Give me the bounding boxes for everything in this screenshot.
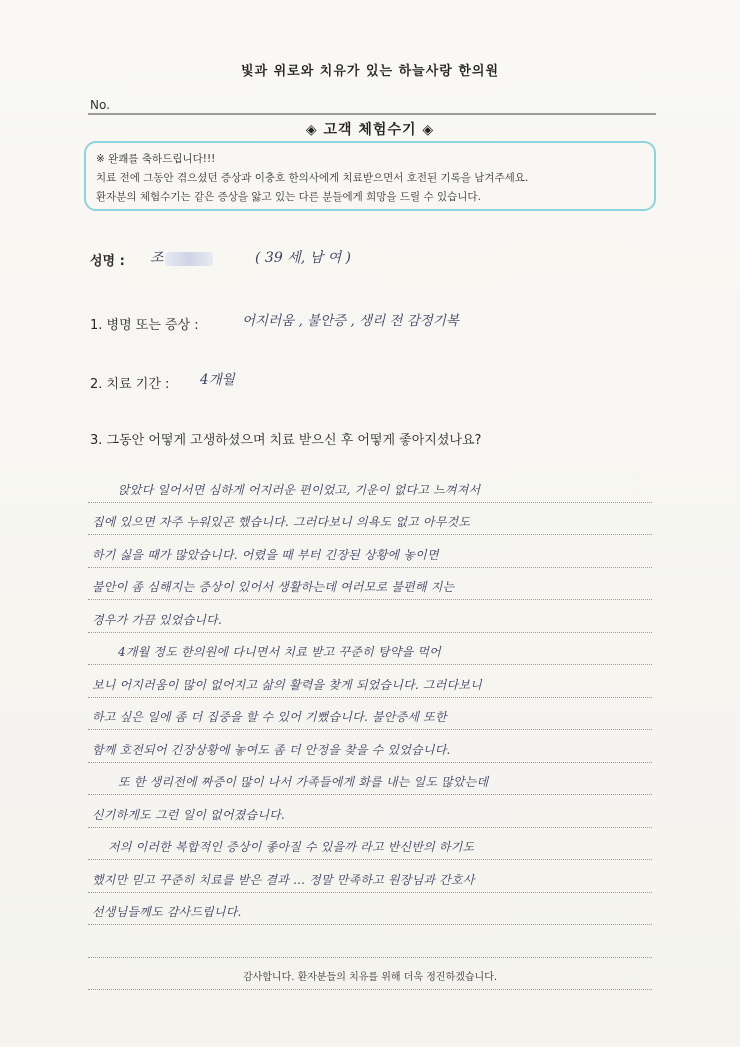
testimony-line [88,568,652,601]
testimony-text: 했지만 믿고 꾸준히 치료를 받은 결과 … 정말 만족하고 원장님과 간호사 [92,872,475,887]
testimony-line [88,730,652,763]
testimony-text: 경우가 가끔 있었습니다. [92,612,222,627]
question-1-answer: 어지러움 , 불안증 , 생리 전 감정기복 [242,313,459,329]
testimony-text: 선생님들께도 감사드립니다. [92,905,242,919]
question-3-label: 3. 그동안 어떻게 고생하셨으며 치료 받으신 후 어떻게 좋아지셨나요? [90,433,482,448]
age-gender: ( 39 세, 남 여 ) [255,250,352,266]
notice-line: ※ 완쾌를 축하드립니다!!! [96,153,216,165]
question-2-label: 2. 치료 기간 : [90,377,170,392]
testimony-lines [88,470,652,990]
testimony-text: 하기 싫을 때가 많았습니다. 어렸을 때 부터 긴장된 상황에 놓이면 [92,547,439,562]
redacted-name [165,252,213,266]
testimony-text: 불안이 좀 심해지는 증상이 있어서 생활하는데 여러모로 불편해 지는 [92,580,455,594]
testimony-text: 저의 이러한 복합적인 증상이 좋아질 수 있을까 라고 반신반의 하기도 [108,840,475,854]
testimony-line [88,763,652,796]
testimony-text: 보니 어지러움이 많이 없어지고 삶의 활력을 찾게 되었습니다. 그러다보니 [92,677,482,692]
testimony-text: 하고 싶은 일에 좀 더 집중을 할 수 있어 기뻤습니다. 불안증세 또한 [92,710,447,724]
footer-message: 감사합니다. 환자분들의 치유를 위해 더욱 정진하겠습니다. [242,972,498,983]
document-number-label: No. [90,98,110,112]
notice-line: 환자분의 체험수기는 같은 증상을 앓고 있는 다른 분들에게 희망을 드릴 수 있습니다. [96,191,481,203]
testimony-line [88,893,652,926]
testimony-line [88,535,652,568]
question-2-answer: 4개월 [200,372,235,388]
testimony-text: 집에 있으면 자주 누워있곤 했습니다. 그러다보니 의욕도 없고 아무것도 [92,515,471,529]
header-divider [88,113,656,115]
testimony-line [88,698,652,731]
testimony-text: 함께 호전되어 긴장상황에 놓여도 좀 더 안정을 찾을 수 있었습니다. [92,742,451,757]
notice-box [84,141,656,211]
testimony-text: 신기하게도 그런 일이 없어졌습니다. [92,807,285,822]
testimony-line [88,470,652,503]
testimony-line [88,503,652,536]
testimony-line [88,860,652,893]
testimony-line [88,633,652,666]
testimony-line [88,828,652,861]
question-1-label: 1. 병명 또는 증상 : [90,318,199,333]
form-heading: ◈ 고객 체험수기 ◈ [305,122,435,138]
testimony-line [88,925,652,958]
notice-line: 치료 전에 그동안 겪으셨던 증상과 이충호 한의사에게 치료받으면서 호전된 기록을 남겨주세요. [96,172,529,184]
name-label: 성명 : [90,254,125,269]
clinic-name: 빛과 위로와 치유가 있는 하늘사랑 한의원 [240,64,500,79]
testimony-line [88,665,652,698]
testimony-line [88,600,652,633]
patient-name: 조 [150,250,164,266]
testimony-text: 또 한 생리전에 짜증이 많이 나서 가족들에게 화를 내는 일도 많았는데 [118,775,489,789]
testimony-line [88,795,652,828]
testimony-text: 앉았다 일어서면 심하게 어지러운 편이었고, 기운이 없다고 느껴져서 [118,482,481,497]
testimony-text: 4개월 정도 한의원에 다니면서 치료 받고 꾸준히 탕약을 먹어 [118,645,441,659]
